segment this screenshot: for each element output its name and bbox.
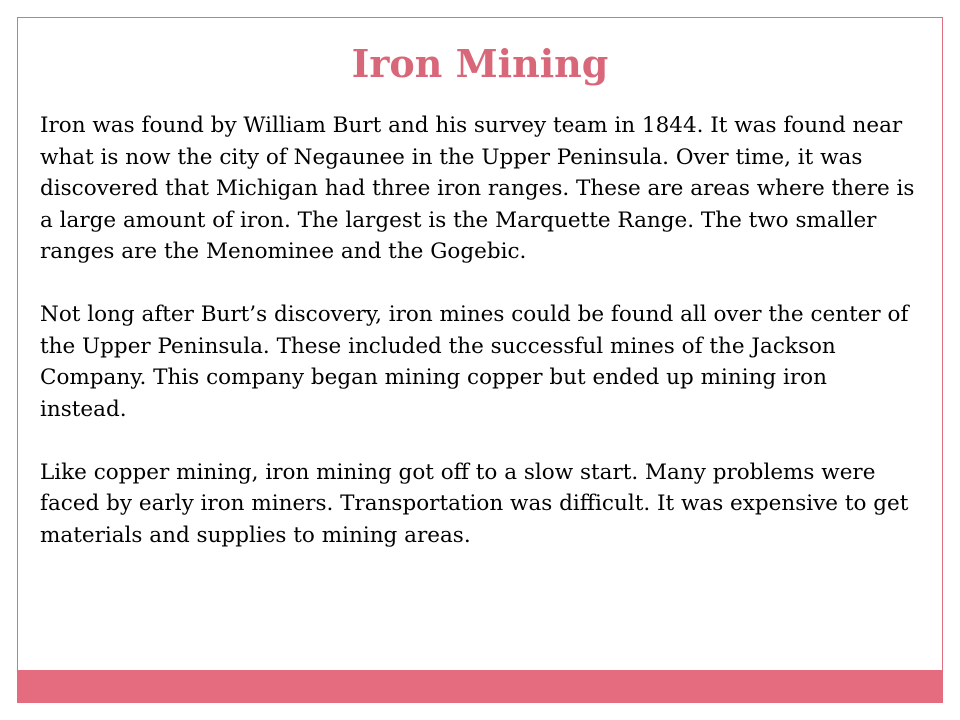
paragraph-iron-mines: Not long after Burt’s discovery, iron mines could be found all over the center of the Upper Peninsula. These included the successful mines of the Jackson Company. This company began mining copper but ended up mining iron instead. <box>40 302 909 422</box>
slide-body <box>40 110 920 551</box>
paragraph-mining-problems: Like copper mining, iron mining got off to a slow start. Many problems were faced by early iron miners. Transportation was difficult. It was expensive to get materials and supplies to mining areas. <box>40 459 909 548</box>
bottom-accent-band <box>17 670 943 703</box>
paragraph-iron-discovery: Iron was found by William Burt and his survey team in 1844. It was found near what is now the city of Negaunee in the Upper Peninsula. Over time, it was discovered that Michigan had three iron ranges. These are areas where there is a large amount of iron. The largest is the Marquette Range. The two smaller ranges are the Menominee and the Gogebic. <box>40 113 915 264</box>
slide-title: Iron Mining <box>351 41 609 86</box>
